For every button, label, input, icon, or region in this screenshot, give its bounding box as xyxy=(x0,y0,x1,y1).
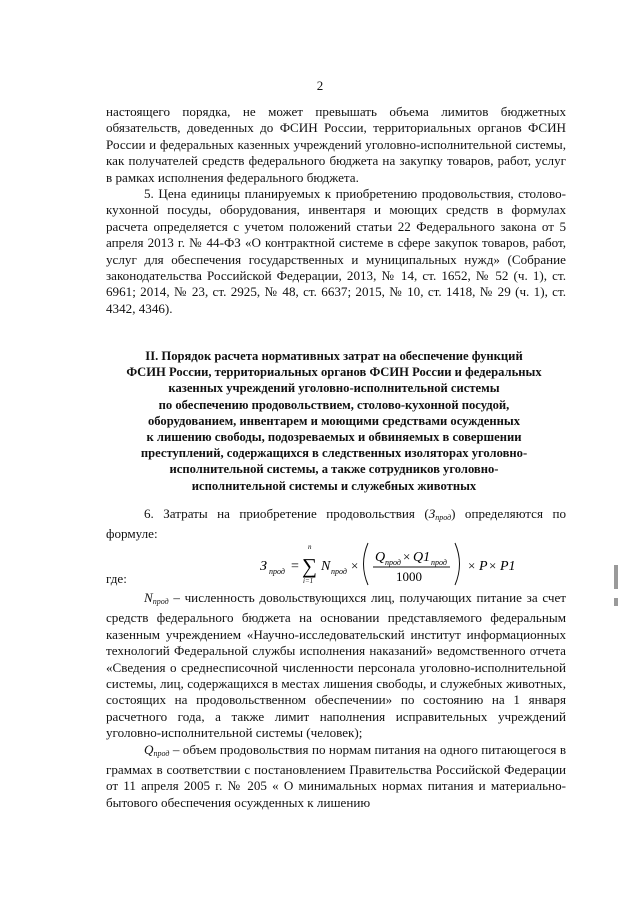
formula-lhs-sub: прод xyxy=(269,567,285,576)
definition-q-sub: прод xyxy=(153,748,170,758)
heading-line: преступлений, содержащихся в следственных изоляторах уголовно- xyxy=(140,446,528,461)
paragraph-5: 5. Цена единицы планируемых к приобретению продовольствия, столово-кухонной посуды, оборудования, инвентаря и моющих средств в формулах расчета определяется с учетом положений статьи 22 Федерального закона от 5 апреля 2013 г. № 44-ФЗ «О контрактной системе в сфере закупок товаров, работ, услуг для обеспечения государственных и муниципальных нужд» (Собрание законодательства Российской Федерации, 2013, № 14, ст. 1652, № 52 (ч. 1), ст. 6961; 2014, № 23, ст. 2925, № 48, ст. 6637; 2015, № 10, ст. 1418, № 29 (ч. 1), ст. 4342, 4346). xyxy=(106,186,566,316)
scan-edge-mark xyxy=(614,565,618,589)
formula-n-sub: прод xyxy=(331,567,347,576)
heading-line: исполнительной системы, а также сотрудников уголовно- xyxy=(169,462,499,477)
definition-n-symbol: N xyxy=(144,590,153,605)
formula-sum-upper: n xyxy=(308,543,312,551)
formula-times: × xyxy=(468,558,476,573)
definitions-block xyxy=(106,590,566,811)
paragraph-6 xyxy=(106,506,566,543)
heading-line: II. Порядок расчета нормативных затрат на обеспечение функций xyxy=(145,349,523,363)
paragraph-6-text-end: ) определяются по формуле: xyxy=(106,506,566,542)
heading-line: по обеспечению продовольствием, столово-кухонной посудой, xyxy=(158,397,510,412)
formula-q: Q xyxy=(375,550,386,565)
formula-q1-sub: прод xyxy=(431,558,447,567)
formula-sum-lower: i=1 xyxy=(303,577,314,585)
definition-q-text: – объем продовольствия по нормам питания на одного питающегося в граммах в соответствии с постановлением Правительства Российской Федерации от 11 апреля 2005 г. № 205 « О минимальных нормах питания и материально-бытового обеспечения осужденных к лишению xyxy=(106,741,566,810)
formula-n: N xyxy=(321,559,331,574)
formula-q-sub: прод xyxy=(385,558,401,567)
definition-q xyxy=(106,742,566,812)
paragraph-6-text-start: 6. Затраты на приобретение продовольствия ( xyxy=(144,506,429,521)
definition-n xyxy=(106,590,566,742)
heading-line: ФСИН России, территориальных органов ФСИН России и федеральных xyxy=(126,365,542,380)
formula-q1: Q1 xyxy=(413,550,431,565)
formula-p1: P1 xyxy=(500,559,516,574)
formula-denominator: 1000 xyxy=(396,569,422,584)
heading-line: исполнительной системы и служебных животных xyxy=(191,478,477,493)
page-number: 2 xyxy=(316,78,324,93)
formula-lhs: З xyxy=(260,559,267,574)
paragraph-6-symbol-sub: прод xyxy=(435,513,452,522)
where-label: где: xyxy=(106,571,127,586)
formula-sum-sign: ∑ xyxy=(302,554,317,578)
formula-p: P xyxy=(479,559,488,574)
section-heading xyxy=(100,348,568,494)
definition-q-symbol: Q xyxy=(144,741,154,757)
cost-formula xyxy=(258,540,588,588)
formula-right-paren xyxy=(455,543,460,585)
heading-line: казенных учреждений уголовно-исполнительной системы xyxy=(168,381,500,396)
heading-line: к лишению свободы, подозреваемых и обвиняемых в совершении xyxy=(146,430,522,445)
definition-n-text: – численность довольствующихся лиц, получающих питание за счет средств федерального бюджета на основании представляемого федеральным казенным учреждением «Научно-исследовательский институт информационных технологий Федеральной службы исполнения наказаний» ведомственного отчета «Сведения о среднесписочной численности персонала уголовно-исполнительной системы, лиц, содержащихся в местах лишения свободы, и служебных животных, состоящих на продовольственном обеспечении» по состоянию на 1 января расчетного года, а также лимит наполнения исправительных учреждений уголовно-исполнительной системы (человек); xyxy=(106,590,566,741)
formula-times: × xyxy=(403,549,411,564)
heading-line: оборудованием, инвентарем и моющими средствами осужденных xyxy=(147,413,521,428)
formula-left-paren xyxy=(364,543,369,585)
formula-times: × xyxy=(351,558,359,573)
paragraph-6-symbol: З xyxy=(428,506,436,521)
formula-times: × xyxy=(489,558,497,573)
definition-n-sub: прод xyxy=(152,597,169,606)
continuation-block xyxy=(106,104,566,317)
continuation-paragraph: настоящего порядка, не может превышать объема лимитов бюджетных обязательств, доведенных до ФСИН России, территориальных органов ФСИН России и федеральных казенных учреждений уголовно-исполнительной системы, как получателей средств федерального бюджета на закупку товаров, работ, услуг в рамках исполнения федерального бюджета. xyxy=(106,104,566,185)
formula-equals: = xyxy=(291,559,299,574)
scan-edge-mark xyxy=(614,598,618,606)
